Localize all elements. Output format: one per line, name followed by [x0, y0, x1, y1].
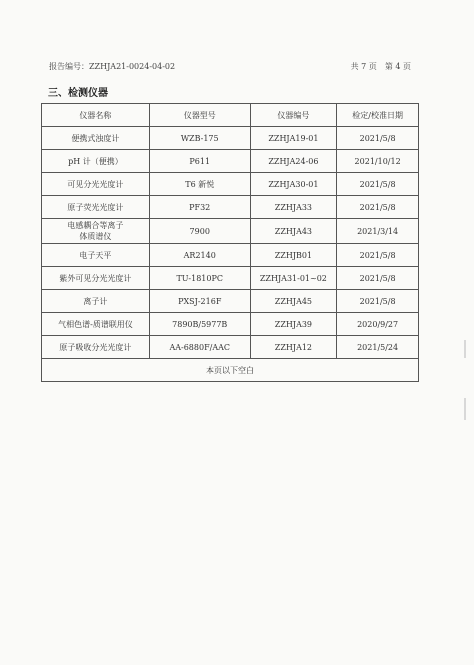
table-cell: ZZHJA33 — [250, 196, 337, 219]
table-cell: ZZHJA30-01 — [250, 173, 337, 196]
column-header: 仪器编号 — [250, 104, 337, 127]
table-footer-row — [42, 359, 419, 382]
table-row — [42, 336, 419, 359]
table-row — [42, 290, 419, 313]
table-cell: PF32 — [149, 196, 250, 219]
table-cell: 7900 — [149, 219, 250, 244]
table-cell: 电子天平 — [42, 244, 150, 267]
table-header-row — [42, 104, 419, 127]
table-cell: AR2140 — [149, 244, 250, 267]
table-cell: 离子计 — [42, 290, 150, 313]
table-cell: 2021/5/8 — [337, 267, 419, 290]
table-row — [42, 127, 419, 150]
table-cell: ZZHJB01 — [250, 244, 337, 267]
table-cell: ZZHJA45 — [250, 290, 337, 313]
table-cell: 可见分光光度计 — [42, 173, 150, 196]
table-row — [42, 219, 419, 244]
table-row — [42, 244, 419, 267]
table-row — [42, 267, 419, 290]
table-cell: 气相色谱-质谱联用仪 — [42, 313, 150, 336]
table-cell: 7890B/5977B — [149, 313, 250, 336]
table-cell: ZZHJA43 — [250, 219, 337, 244]
table-cell: 便携式浊度计 — [42, 127, 150, 150]
page-count: 共 7 页 第 4 页 — [350, 62, 411, 71]
table-row — [42, 150, 419, 173]
table-cell: ZZHJA39 — [250, 313, 337, 336]
column-header: 仪器名称 — [42, 104, 150, 127]
scan-artifact — [464, 398, 466, 420]
table-cell: ZZHJA31-01~02 — [250, 267, 337, 290]
table-cell: pH 计（便携） — [42, 150, 150, 173]
table-cell: 2021/5/8 — [337, 127, 419, 150]
table-cell: 2021/5/8 — [337, 244, 419, 267]
table-cell: 2021/5/8 — [337, 196, 419, 219]
table-cell: 2021/5/8 — [337, 173, 419, 196]
table-cell: 2021/5/24 — [337, 336, 419, 359]
table-cell: PXSJ-216F — [149, 290, 250, 313]
table-cell: ZZHJA24-06 — [250, 150, 337, 173]
table-cell: 原子荧光光度计 — [42, 196, 150, 219]
table-row — [42, 173, 419, 196]
table-cell: ZZHJA12 — [250, 336, 337, 359]
section-title: 三、检测仪器 — [48, 88, 108, 99]
column-header: 检定/校准日期 — [337, 104, 419, 127]
scan-artifact — [464, 340, 466, 358]
table-cell: ZZHJA19-01 — [250, 127, 337, 150]
table-cell: 紫外可见分光光度计 — [42, 267, 150, 290]
table-cell: 2021/10/12 — [337, 150, 419, 173]
table-cell: 2021/5/8 — [337, 290, 419, 313]
table-cell: 2021/3/14 — [337, 219, 419, 244]
column-header: 仪器型号 — [149, 104, 250, 127]
table-cell: 电感耦合等离子 体质谱仪 — [42, 219, 150, 244]
table-cell: TU-1810PC — [149, 267, 250, 290]
table-row — [42, 196, 419, 219]
table-cell: P611 — [149, 150, 250, 173]
table-cell: 原子吸收分光光度计 — [42, 336, 150, 359]
table-cell: 2020/9/27 — [337, 313, 419, 336]
instrument-table — [41, 103, 419, 382]
report-number: 报告编号：ZZHJA21-0024-04-02 — [49, 62, 176, 71]
table-cell: AA-6880F/AAC — [149, 336, 250, 359]
table-cell: T6 新悦 — [149, 173, 250, 196]
blank-below-note: 本页以下空白 — [42, 359, 419, 382]
table-row — [42, 313, 419, 336]
table-cell: WZB-175 — [149, 127, 250, 150]
